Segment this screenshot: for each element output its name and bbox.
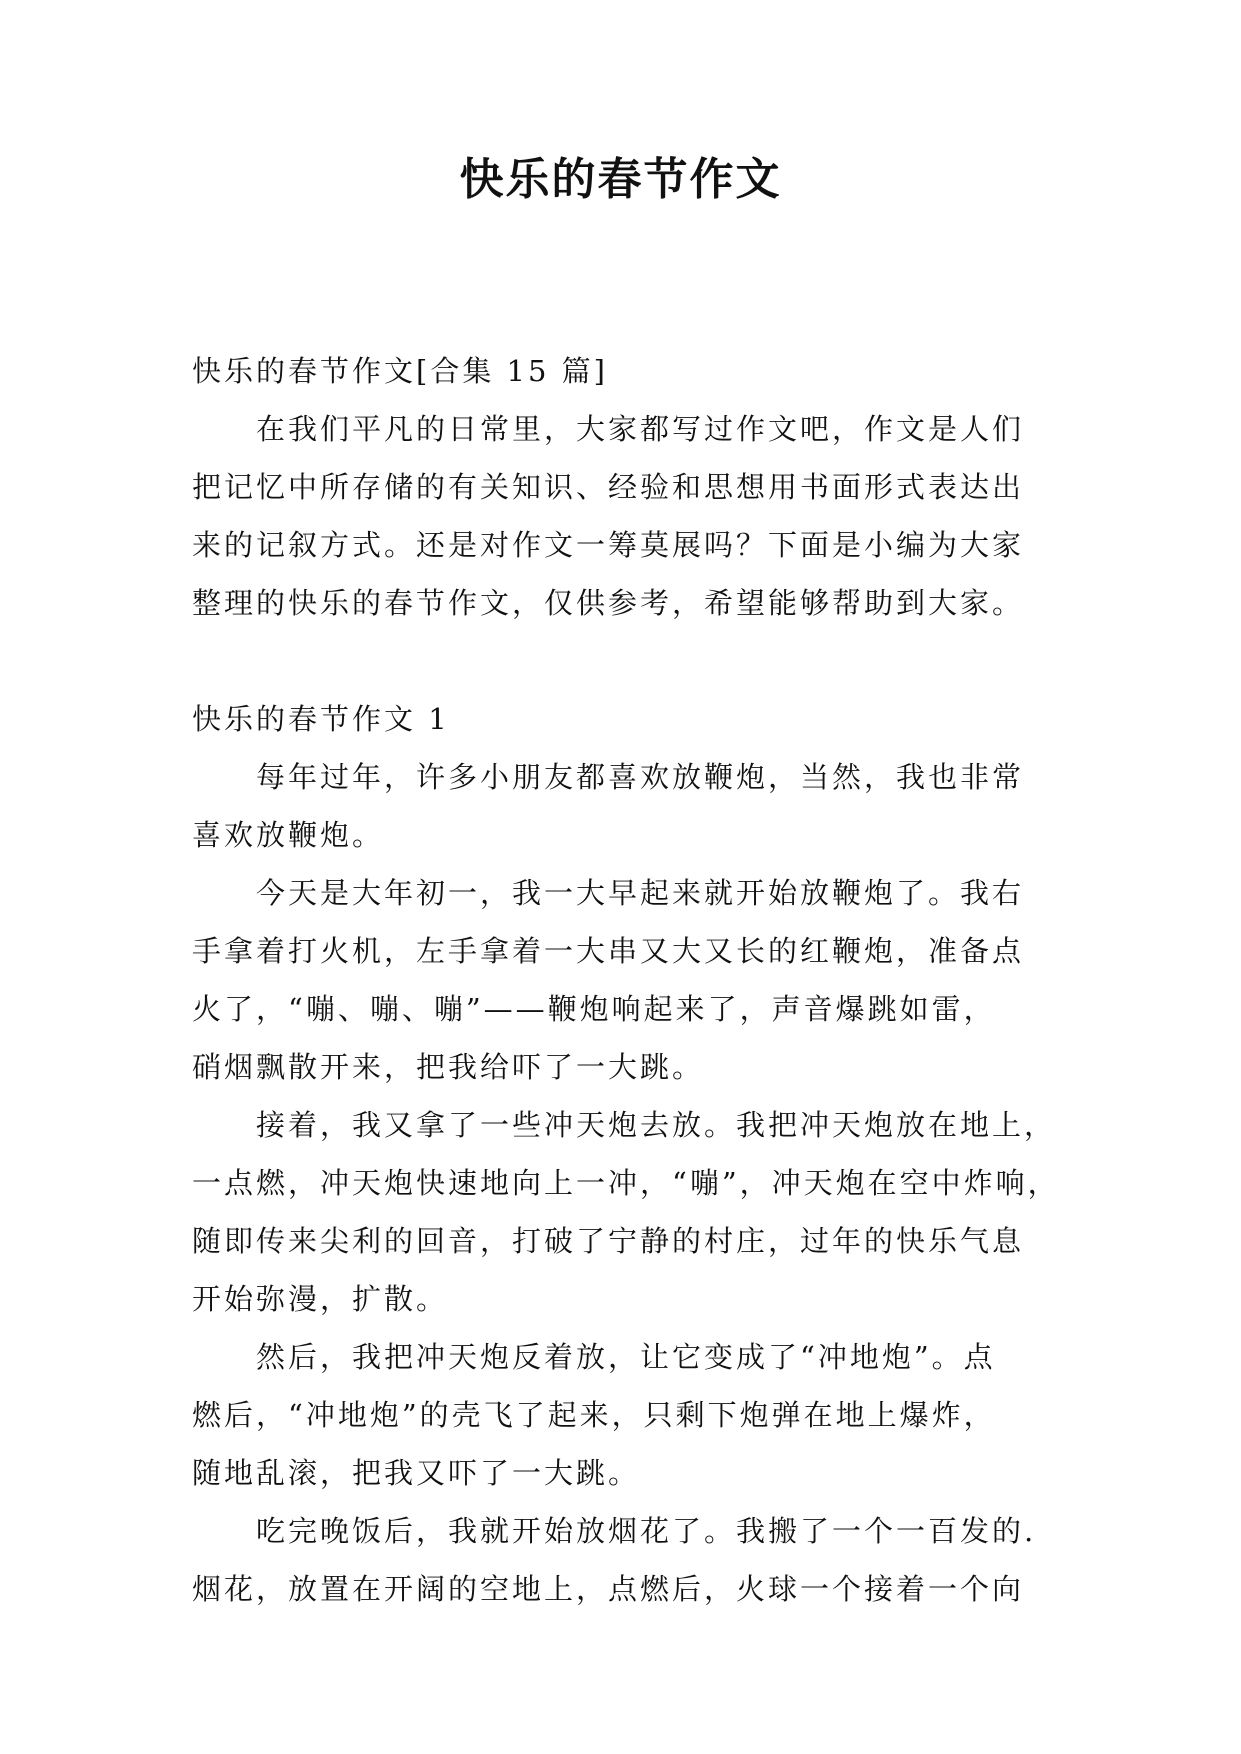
paragraph-line: 吃完晚饭后，我就开始放烟花了。我搬了一个一百发的. bbox=[256, 1514, 1037, 1548]
document-subtitle: 快乐的春节作文[合集 15 篇] bbox=[192, 354, 608, 388]
paragraph-line: 每年过年，许多小朋友都喜欢放鞭炮，当然，我也非常 bbox=[256, 760, 1025, 794]
paragraph-line: 随地乱滚，把我又吓了一大跳。 bbox=[192, 1456, 641, 1490]
document-body bbox=[192, 342, 1072, 1618]
paragraph-line: 烟花，放置在开阔的空地上，点燃后，火球一个接着一个向 bbox=[192, 1572, 1025, 1606]
paragraph-line: 硝烟飘散开来，把我给吓了一大跳。 bbox=[192, 1050, 705, 1084]
paragraph-line: 手拿着打火机，左手拿着一大串又大又长的红鞭炮，准备点 bbox=[192, 934, 1025, 968]
section-heading: 快乐的春节作文 1 bbox=[192, 702, 450, 736]
paragraph-line: 然后，我把冲天炮反着放，让它变成了“冲地炮”。点 bbox=[256, 1340, 996, 1374]
paragraph-1 bbox=[192, 748, 1072, 864]
paragraph-line: 接着，我又拿了一些冲天炮去放。我把冲天炮放在地上， bbox=[256, 1108, 1057, 1142]
paragraph-line: 喜欢放鞭炮。 bbox=[192, 818, 385, 852]
paragraph-4 bbox=[192, 1328, 1072, 1502]
paragraph-5 bbox=[192, 1502, 1072, 1618]
document-title: 快乐的春节作文 bbox=[459, 154, 782, 205]
paragraph-3 bbox=[192, 1096, 1072, 1328]
paragraph-line: 把记忆中所存储的有关知识、经验和思想用书面形式表达出 bbox=[192, 470, 1025, 504]
paragraph-line: 随即传来尖利的回音，打破了宁静的村庄，过年的快乐气息 bbox=[192, 1224, 1025, 1258]
paragraph-line: 今天是大年初一，我一大早起来就开始放鞭炮了。我右 bbox=[256, 876, 1025, 910]
paragraph-line: 开始弥漫，扩散。 bbox=[192, 1282, 449, 1316]
paragraph-spacer bbox=[192, 632, 1072, 690]
intro-paragraph bbox=[192, 400, 1072, 632]
paragraph-line: 火了，“嘣、嘣、嘣”——鞭炮响起来了，声音爆跳如雷， bbox=[192, 992, 996, 1026]
paragraph-line: 燃后，“冲地炮”的壳飞了起来，只剩下炮弹在地上爆炸， bbox=[192, 1398, 996, 1432]
paragraph-line: 来的记叙方式。还是对作文一筹莫展吗？下面是小编为大家 bbox=[192, 528, 1025, 562]
paragraph-line: 一点燃，冲天炮快速地向上一冲，“嘣”，冲天炮在空中炸响， bbox=[192, 1166, 1060, 1200]
paragraph-line: 整理的快乐的春节作文，仅供参考，希望能够帮助到大家。 bbox=[192, 586, 1025, 620]
paragraph-2 bbox=[192, 864, 1072, 1096]
paragraph-line: 在我们平凡的日常里，大家都写过作文吧，作文是人们 bbox=[256, 412, 1025, 446]
